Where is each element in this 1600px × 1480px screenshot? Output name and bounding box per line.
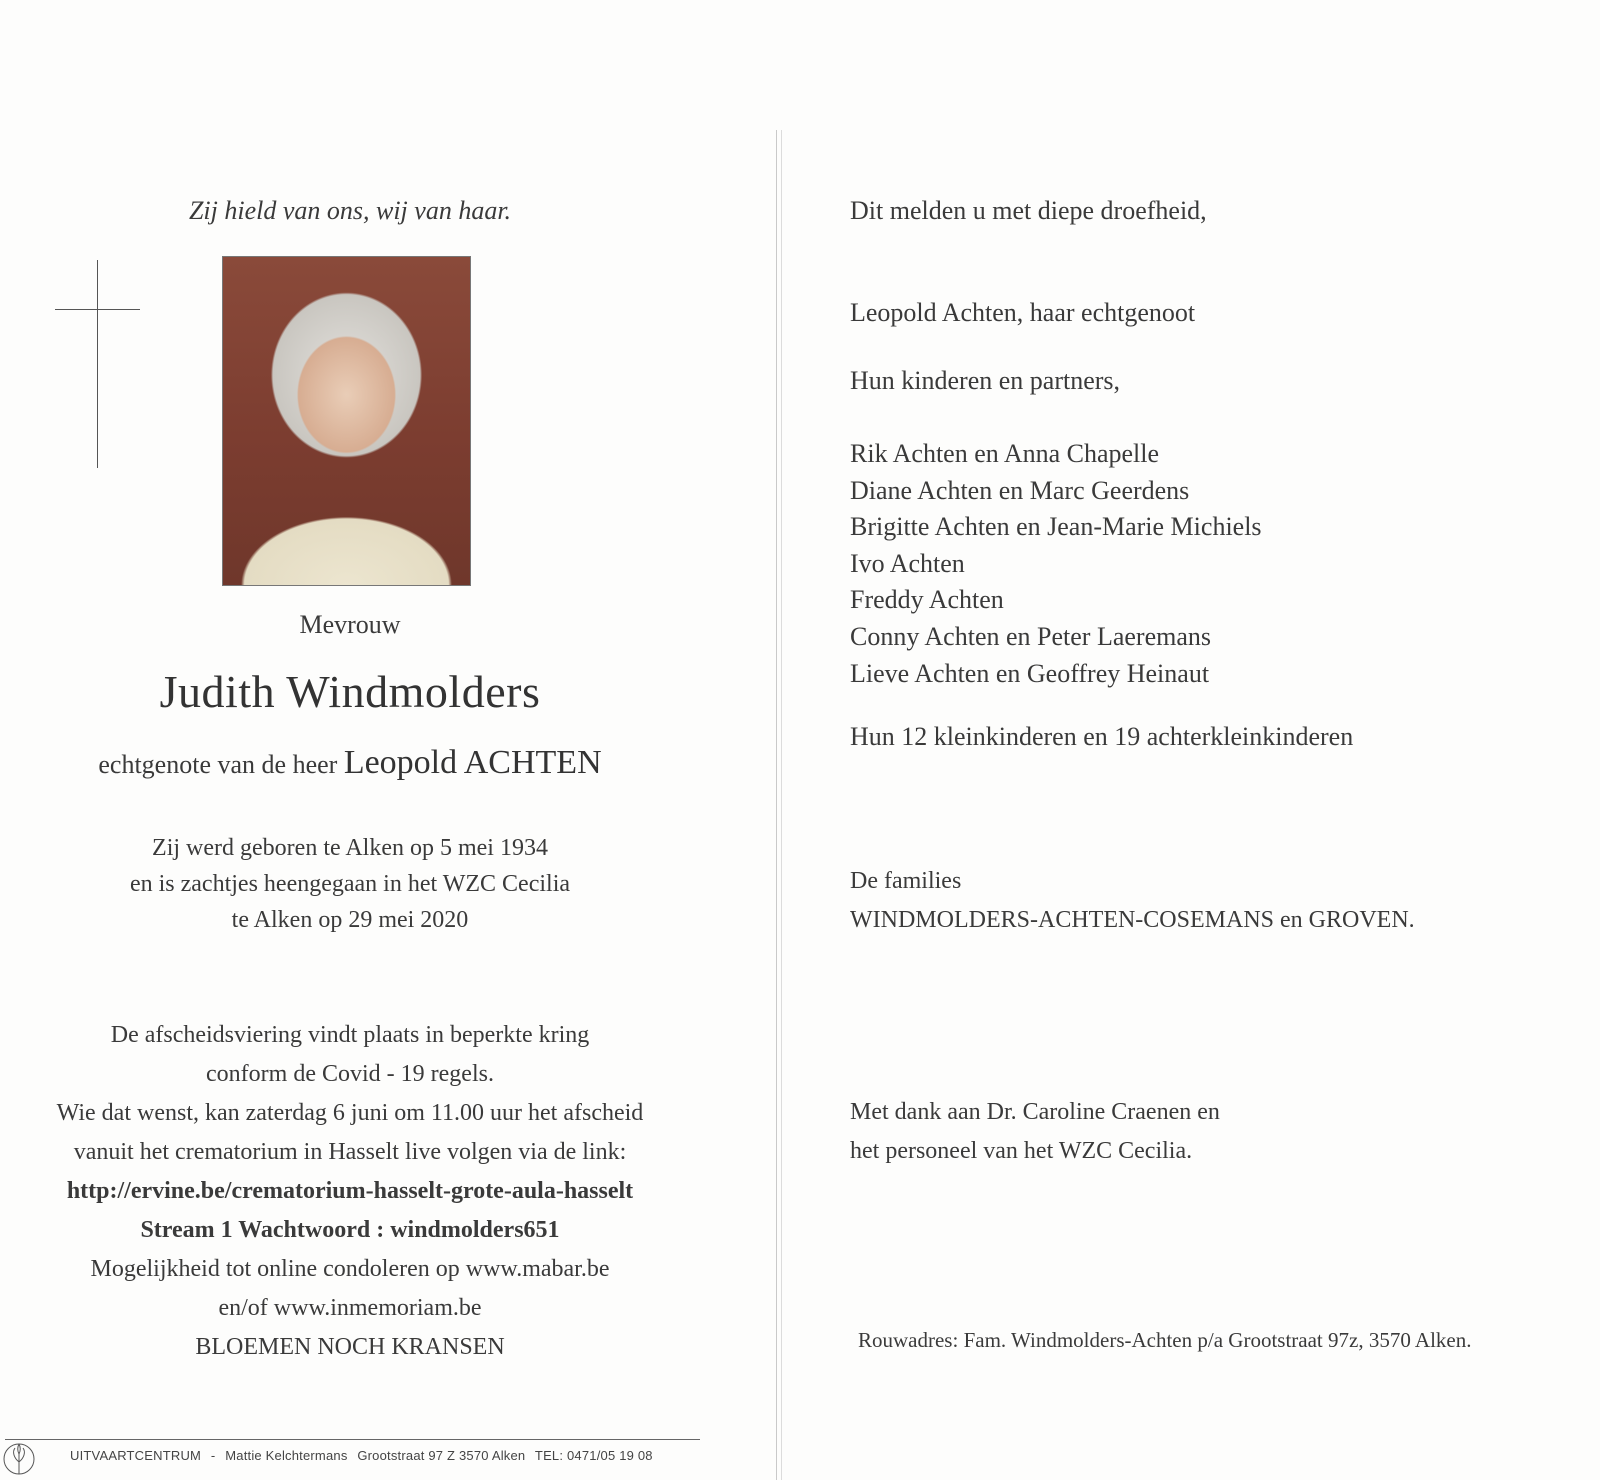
card-fold: [776, 130, 782, 1480]
bio: [0, 830, 700, 938]
thanks-line: Met dank aan Dr. Caroline Craenen en: [850, 1099, 1220, 1125]
mourning-address: Rouwadres: Fam. Windmolders-Achten p/a Grootstraat 97z, 3570 Alken.: [858, 1328, 1472, 1352]
bio-line: Zij werd geboren te Alken op 5 mei 1934: [152, 835, 548, 861]
bio-line: te Alken op 29 mei 2020: [231, 907, 469, 933]
footer-address: Grootstraat 97 Z 3570 Alken: [357, 1448, 526, 1463]
ceremony-info: [0, 1016, 700, 1367]
list-item: Diane Achten en Marc Geerdens: [850, 475, 1190, 505]
bio-line: en is zachtjes heengegaan in het WZC Cecilia: [129, 871, 571, 897]
ceremony-line: vanuit het crematorium in Hasselt live volgen via de link:: [73, 1139, 627, 1165]
children-heading: Hun kinderen en partners,: [850, 366, 1121, 395]
motto: Zij hield van ons, wij van haar.: [188, 196, 512, 225]
list-item: Conny Achten en Peter Laeremans: [850, 621, 1211, 651]
deceased-name: Judith Windmolders: [159, 666, 541, 717]
announcement: Dit melden u met diepe droefheid,: [850, 196, 1207, 225]
list-item: Brigitte Achten en Jean-Marie Michiels: [850, 512, 1262, 542]
list-item: Rik Achten en Anna Chapelle: [850, 439, 1160, 468]
families: [850, 862, 1415, 940]
spouse-mention: Leopold Achten, haar echtgenoot: [850, 298, 1196, 327]
list-item: Ivo Achten: [850, 548, 965, 578]
flower-logo-icon: [2, 1440, 36, 1478]
ceremony-line: en/of www.inmemoriam.be: [218, 1295, 482, 1321]
spouse-name: Leopold ACHTEN: [343, 744, 602, 781]
grandchildren: Hun 12 kleinkinderen en 19 achterkleinkinderen: [850, 722, 1354, 751]
stream-link[interactable]: http://ervine.be/crematorium-hasselt-grote-aula-hasselt: [66, 1178, 634, 1204]
footer-person: Mattie Kelchtermans: [225, 1448, 348, 1463]
spouse-line: [0, 744, 700, 782]
thanks: [850, 1093, 1220, 1171]
portrait-photo: [222, 256, 471, 586]
footer-phone: TEL: 0471/05 19 08: [534, 1448, 653, 1463]
ceremony-line: Mogelijkheid tot online condoleren op www.mabar.be: [90, 1256, 610, 1282]
spouse-prefix: echtgenote van de heer: [98, 750, 338, 779]
flowers-note: BLOEMEN NOCH KRANSEN: [195, 1334, 505, 1360]
footer-separator: -: [210, 1448, 216, 1463]
list-item: Freddy Achten: [850, 585, 1004, 615]
families-heading: De families: [850, 868, 962, 894]
funeral-home-footer: [70, 1448, 659, 1463]
footer-company: UITVAARTCENTRUM: [70, 1448, 202, 1463]
footer-divider: [5, 1439, 700, 1440]
thanks-line: het personeel van het WZC Cecilia.: [850, 1138, 1193, 1164]
cross-icon: [97, 260, 98, 468]
list-item: Lieve Achten en Geoffrey Heinaut: [850, 658, 1210, 688]
ceremony-line: conform de Covid - 19 regels.: [206, 1061, 494, 1087]
stream-password: Stream 1 Wachtwoord : windmolders651: [140, 1217, 560, 1243]
children-list: [850, 436, 1262, 692]
left-panel: [0, 0, 770, 1480]
right-panel: [790, 0, 1600, 1480]
ceremony-line: Wie dat wenst, kan zaterdag 6 juni om 11.00 uur het afscheid: [56, 1100, 644, 1126]
cross-icon-bar: [55, 309, 140, 310]
families-names: WINDMOLDERS-ACHTEN-COSEMANS en GROVEN.: [850, 907, 1415, 933]
salutation: Mevrouw: [299, 610, 401, 639]
ceremony-line: De afscheidsviering vindt plaats in beperkte kring: [110, 1022, 590, 1048]
